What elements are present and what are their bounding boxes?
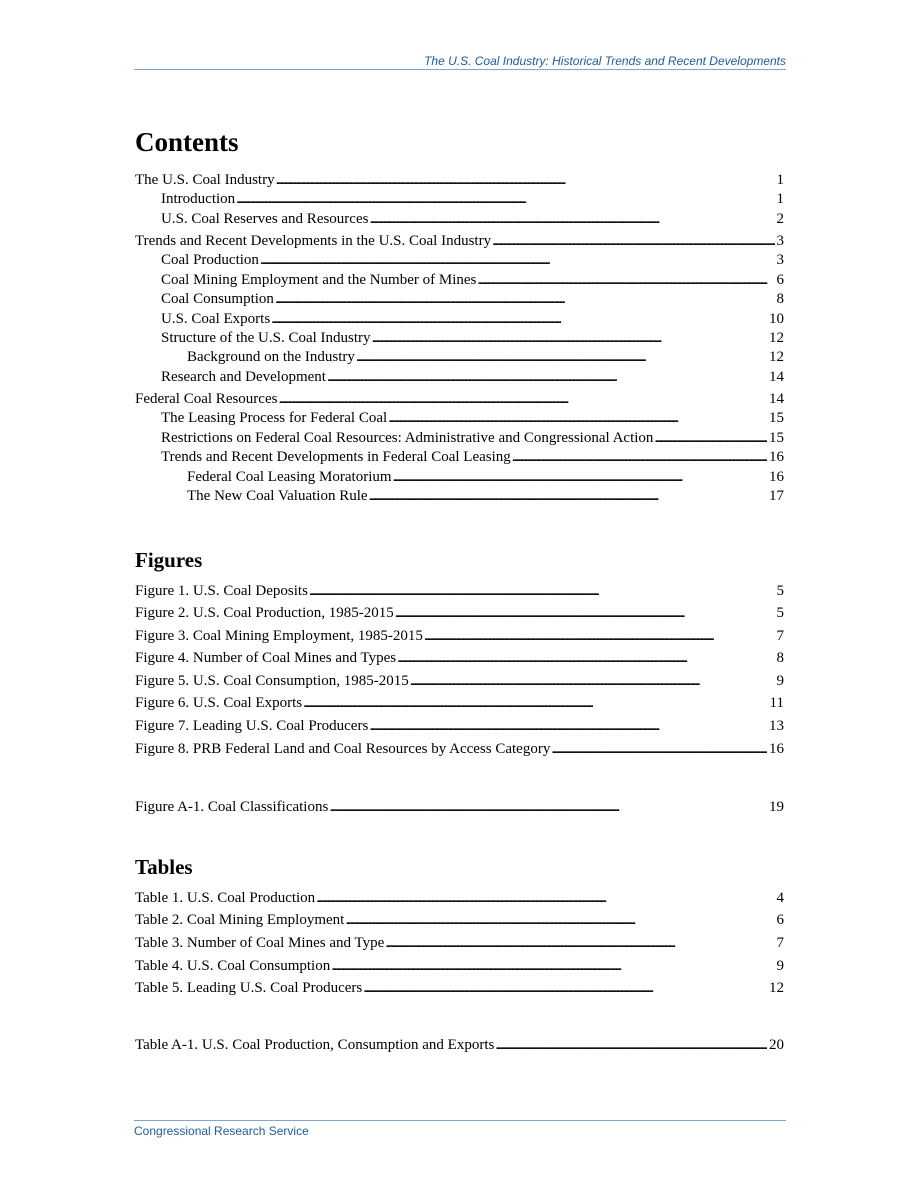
toc-entry-title: Research and Development (161, 368, 326, 385)
running-header-title: The U.S. Coal Industry: Historical Trends and Recent Developments (424, 54, 786, 68)
dot-leader (372, 329, 767, 348)
toc-entry[interactable] (135, 290, 784, 309)
dot-leader (369, 715, 767, 738)
toc-entry[interactable] (135, 310, 784, 329)
toc-entry[interactable] (135, 271, 784, 290)
table-entry-page-number: 9 (776, 957, 784, 974)
toc-entry-page-number: 1 (776, 172, 784, 188)
toc-entry-title: U.S. Coal Reserves and Resources (161, 210, 369, 227)
contents-list (135, 171, 784, 507)
toc-entry-title: Federal Coal Resources (135, 391, 278, 408)
figure-entry-page-number: 16 (769, 740, 784, 757)
figure-entry-title: Figure 1. U.S. Coal Deposits (135, 582, 308, 599)
figure-entry[interactable] (135, 670, 784, 693)
dot-leader (397, 647, 774, 670)
figure-entry-title: Figure 7. Leading U.S. Coal Producers (135, 718, 369, 735)
figure-entry-title: Figure 6. U.S. Coal Exports (135, 695, 303, 712)
figure-entry-title: Figure 2. U.S. Coal Production, 1985-2015 (135, 605, 394, 622)
figure-entry[interactable] (135, 738, 784, 761)
figure-entry[interactable] (135, 625, 784, 648)
toc-entry[interactable] (135, 348, 784, 367)
dot-leader (278, 390, 767, 409)
toc-entry-page-number: 8 (776, 291, 784, 308)
figure-entry[interactable] (135, 692, 784, 715)
table-entry-title: Table 4. U.S. Coal Consumption (135, 957, 331, 974)
toc-entry-page-number: 3 (776, 233, 784, 250)
figures-heading: Figures (135, 547, 203, 572)
figure-entry-page-number: 5 (776, 582, 784, 599)
table-entry[interactable] (135, 955, 784, 978)
toc-entry-title: Restrictions on Federal Coal Resources: Administrative and Congressional Action (161, 429, 654, 446)
figure-entry[interactable] (135, 715, 784, 738)
figure-entry-page-number: 5 (776, 605, 784, 622)
dot-leader (369, 210, 774, 229)
toc-entry-page-number: 3 (776, 252, 784, 269)
figures-appendix-list (135, 796, 784, 819)
toc-entry[interactable] (135, 390, 784, 409)
table-of-contents-page (135, 124, 784, 1056)
toc-entry[interactable] (135, 210, 784, 229)
toc-entry-title: Coal Consumption (161, 291, 274, 308)
figure-entry-page-number: 8 (776, 650, 784, 667)
table-entry-title: Table A-1. U.S. Coal Production, Consumption and Exports (135, 1036, 495, 1053)
figure-entry[interactable] (135, 647, 784, 670)
toc-entry-page-number: 15 (769, 410, 784, 427)
figure-entry-title: Figure 4. Number of Coal Mines and Types (135, 650, 397, 667)
toc-entry-title: The Leasing Process for Federal Coal (161, 410, 388, 427)
dot-leader (345, 909, 774, 932)
dot-leader (276, 171, 775, 190)
table-entry[interactable] (135, 932, 784, 955)
dot-leader (275, 290, 775, 309)
figure-entry[interactable] (135, 580, 784, 603)
dot-leader (303, 692, 767, 715)
dot-leader (331, 955, 774, 978)
dot-leader (512, 448, 767, 467)
dot-leader (393, 468, 767, 487)
dot-leader (260, 251, 775, 270)
toc-entry-title: U.S. Coal Exports (161, 310, 271, 327)
dot-leader (551, 738, 767, 761)
figure-entry-page-number: 13 (769, 718, 784, 735)
table-entry-page-number: 7 (776, 935, 784, 952)
toc-entry-page-number: 15 (769, 429, 784, 446)
toc-entry-title: Coal Production (161, 252, 259, 269)
figure-entry-page-number: 9 (776, 672, 784, 689)
figure-entry-page-number: 7 (776, 627, 784, 644)
table-entry-page-number: 12 (769, 980, 784, 997)
dot-leader (495, 1034, 767, 1057)
table-entry[interactable] (135, 977, 784, 1000)
toc-entry[interactable] (135, 409, 784, 428)
toc-entry-title: Trends and Recent Developments in Federal Coal Leasing (161, 449, 511, 466)
toc-entry[interactable] (135, 368, 784, 387)
dot-leader (356, 348, 767, 367)
toc-entry[interactable] (135, 190, 784, 209)
dot-leader (309, 580, 775, 603)
dot-leader (329, 796, 767, 819)
toc-entry-page-number: 12 (769, 349, 784, 366)
table-entry-title: Table 3. Number of Coal Mines and Type (135, 935, 385, 952)
toc-entry-page-number: 6 (776, 271, 784, 288)
dot-leader (410, 670, 775, 693)
toc-entry-title: The New Coal Valuation Rule (187, 488, 368, 505)
contents-heading: Contents (135, 127, 239, 157)
dot-leader (327, 368, 767, 387)
toc-entry-title: Structure of the U.S. Coal Industry (161, 330, 371, 347)
table-entry[interactable] (135, 909, 784, 932)
dot-leader (654, 429, 767, 448)
figure-entry[interactable] (135, 796, 784, 819)
toc-entry-page-number: 10 (769, 310, 784, 327)
toc-entry[interactable] (135, 171, 784, 190)
table-entry-page-number: 6 (776, 912, 784, 929)
toc-entry-page-number: 17 (769, 488, 784, 505)
figure-entry-title: Figure 3. Coal Mining Employment, 1985-2015 (135, 627, 423, 644)
toc-entry-title: Trends and Recent Developments in the U.S. Coal Industry (135, 233, 492, 250)
toc-entry-title: Background on the Industry (187, 349, 355, 366)
tables-heading: Tables (135, 854, 193, 879)
dot-leader (477, 271, 774, 290)
dot-leader (388, 409, 767, 428)
table-entry[interactable] (135, 887, 784, 910)
toc-entry-page-number: 14 (769, 368, 784, 385)
figure-entry-title: Figure 5. U.S. Coal Consumption, 1985-2015 (135, 672, 409, 689)
tables-appendix-list (135, 1034, 784, 1057)
dot-leader (369, 487, 767, 506)
dot-leader (363, 977, 767, 1000)
toc-entry-page-number: 12 (769, 330, 784, 347)
figure-entry-title: Figure A-1. Coal Classifications (135, 799, 329, 816)
toc-entry[interactable] (135, 448, 784, 467)
table-entry-title: Table 5. Leading U.S. Coal Producers (135, 980, 363, 997)
toc-entry[interactable] (135, 487, 784, 506)
toc-entry-title: Federal Coal Leasing Moratorium (187, 468, 392, 485)
table-entry[interactable] (135, 1034, 784, 1057)
figure-entry-page-number: 19 (769, 799, 784, 816)
toc-entry[interactable] (135, 468, 784, 487)
toc-entry[interactable] (135, 232, 784, 251)
dot-leader (395, 602, 775, 625)
figures-list (135, 580, 784, 761)
tables-list (135, 887, 784, 1000)
footer-text: Congressional Research Service (134, 1124, 309, 1138)
dot-leader (316, 887, 774, 910)
dot-leader (424, 625, 775, 648)
figure-entry-title: Figure 8. PRB Federal Land and Coal Resources by Access Category (135, 740, 551, 757)
figure-entry[interactable] (135, 602, 784, 625)
toc-entry-page-number: 2 (776, 210, 784, 227)
toc-entry[interactable] (135, 329, 784, 348)
running-header (134, 54, 786, 70)
table-entry-title: Table 2. Coal Mining Employment (135, 912, 345, 929)
toc-entry-page-number: 14 (769, 391, 784, 408)
toc-entry[interactable] (135, 251, 784, 270)
table-entry-title: Table 1. U.S. Coal Production (135, 889, 316, 906)
dot-leader (385, 932, 774, 955)
running-footer (134, 1120, 786, 1138)
table-entry-page-number: 20 (769, 1036, 784, 1053)
toc-entry-page-number: 16 (769, 468, 784, 485)
dot-leader (236, 190, 774, 209)
table-entry-page-number: 4 (776, 889, 784, 906)
toc-entry-title: Coal Mining Employment and the Number of Mines (161, 271, 477, 288)
dot-leader (271, 310, 767, 329)
toc-entry-page-number: 1 (776, 191, 784, 208)
dot-leader (492, 232, 774, 251)
figure-entry-page-number: 11 (769, 695, 784, 712)
toc-entry-title: Introduction (161, 191, 236, 208)
toc-entry-page-number: 16 (769, 449, 784, 466)
toc-entry-title: The U.S. Coal Industry (135, 172, 275, 188)
toc-entry[interactable] (135, 429, 784, 448)
